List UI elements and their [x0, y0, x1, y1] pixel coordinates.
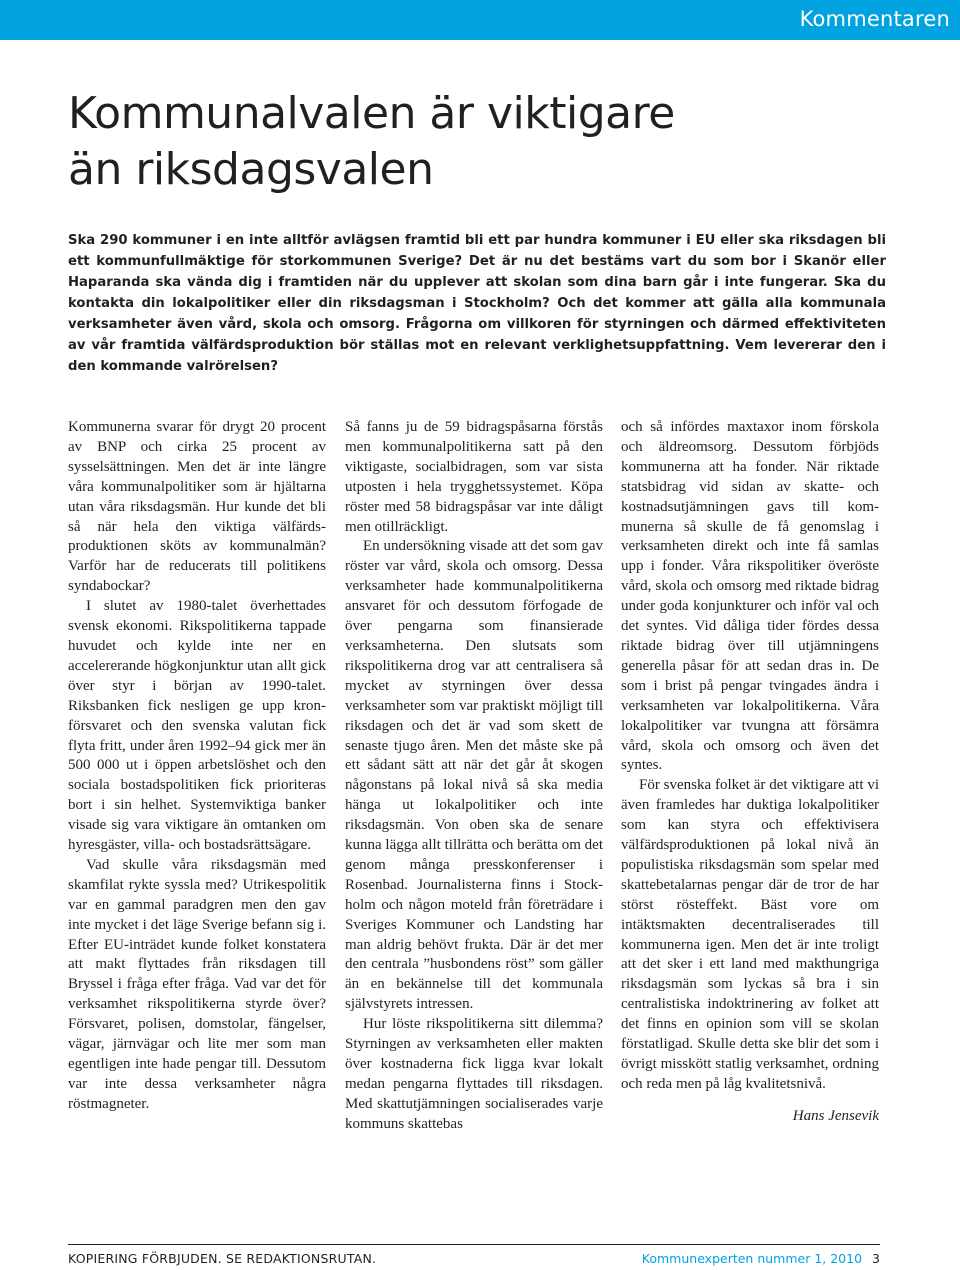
body-column-3 [621, 418, 879, 1127]
article-ingress: Ska 290 kommuner i en inte alltför avlägsen framtid bli ett par hundra kommuner i EU eller ska riksdagen bli ett kommunfullmäktige för storkommunen Sverige? Det är nu det bestäms vart du som bor i Skanör eller Haparanda ska vända dig i framtiden när du upplever att skolan som dina barn går i inte fungerar. Ska du kontakta din lokalpolitiker eller din riksdagsman i Stockholm? Och det kommer att gälla alla kommunala verksamheter även vård, skola och omsorg. Frågorna om villkoren för styrningen och därmed effektiviteten av vår framtida välfärdsproduktion bör ställas mot en relevant verklighetsuppfattning. Vem levererar den i den kommande valrörelsen? [68, 233, 886, 374]
article-title-line-1: Kommunalvalen är viktigare [68, 88, 675, 139]
footer-publication [642, 1251, 880, 1266]
page-number: 3 [872, 1251, 880, 1266]
paragraph: Vad skulle våra riksdagsmän med skamfilat rykte syssla med? Utrikespolitik var en gammal paradgren men den gav inte mycket i det läge Sverige befann sig i. Efter EU-inträdet kunde folket konstatera att makt flyttades från riksdagen till Bryssel i fråga efter fråga. Vad var det för verksamhet rikspolitikerna styrde över? Försvaret, polisen, domstolar, fängelser, vägar, järnvägar och lite mer som man egentligen inte hade pengar till. Dessutom var inte dessa verksamheter några röstmagneter. [68, 856, 326, 1112]
paragraph: Kommunerna svarar för drygt 20 procent av BNP och cirka 25 procent av sysselsättningen. Men det är inte längre våra kommunalpolitiker som är hjältarna utan våra riksdagsmän. Hur kunde det bli så när hela den viktiga välfärdsproduktionen sköts av kommunalmän? Varför har de reducerats till politikens syndabockar? [68, 419, 326, 595]
paragraph: Så fanns ju de 59 bidragspåsarna förstås men kommunalpolitikerna satt på den viktigaste, socialbidragen, som var sista utposten i hela trygghetssystemet. Köpa röster med 58 bidragspåsar var inte dåligt men otillräckligt. [345, 419, 603, 535]
section-label: Kommentaren [799, 7, 950, 31]
article-title [68, 86, 928, 198]
copyright-notice: KOPIERING FÖRBJUDEN. SE REDAKTIONSRUTAN. [68, 1251, 377, 1266]
paragraph: Hur löste rikspolitikerna sitt dilemma? Styrningen av verksamheten eller makten över kostnaderna fick ligga kvar lokalt medan pengarna flyttades till riksdagen. Med skattutjämningen socialiserades varje kommuns skattebas [345, 1016, 603, 1132]
body-column-1 [68, 418, 326, 1115]
paragraph: För svenska folket är det viktigare att vi även framledes har duktiga lokalpolitiker som kan styra och effektivisera välfärdsproduktionen på lokal nivå än populistiska riksdagsmän som spelar med skattebetalarnas pengar där de tror de har störst rösteffekt. Bäst vore om intäktsmakten decentraliserades till kommunerna igen. Men det är inte troligt att det sker i ett land med makthungriga riksdagsmän som lyckas så bra i sin centralistiska indoktrinering av folket att det finns en opinion som vill se skolan förstatligad. Skulle detta ske blir det som i övrigt misskött statlig verksamhet, ordning och reda men på låg kvalitetsnivå. [621, 777, 879, 1092]
article-title-line-2: än riksdagsvalen [68, 144, 434, 195]
footer-divider [68, 1244, 880, 1245]
body-column-2 [345, 418, 603, 1135]
magazine-issue: Kommunexperten nummer 1, 2010 [641, 1251, 863, 1266]
paragraph: En undersökning visade att det som gav röster var vård, skola och omsorg. Dessa verksamheter hade kommunalpolitikerna ansvaret för och dessutom förfogade de över pengarna som finansierade verksamheterna. Den slutsats som rikspolitikerna drog var att centralisera så mycket av styrningen över dessa verksamheter som var praktiskt möjligt till riksdagen och det är vad som skett de senaste tjugo åren. Men det måste ske på ett sådant sätt att när det går åt skogen någonstans på lokal nivå så ska media hänga ut lokalpolitiker och inte riksdagsmän. Von oben ska de senare kunna lägga allt tillrätta och berätta om det genom många presskonferenser i Rosenbad. Journalisterna finns i Stockholm och någon moteld från företrädare i Sveriges Kommuner och Landsting har man aldrig behövt frukta. Där är det mer den centrala ”husbondens röst” som gäller än en bekännelse till det kommunala självstyrets intressen. [345, 538, 603, 1013]
paragraph: I slutet av 1980-talet överhettades svensk ekonomi. Rikspolitikerna tappade huvudet och kylde inte ner en accelererande högkonjunktur utan allt gick över styr i början av 1990-talet. Riksbanken fick nesligen ge upp kronförsvaret och den svenska valutan fick flyta fritt, under åren 1992–94 gick mer än 500 000 ut i öppen arbetslöshet och den sociala bostadspolitiken fick prioriteras bort i sin helhet. Systemviktiga banker visade sig vara viktigare än omtanken om hyresgäster, villa- och bostadsrättsägare. [68, 598, 326, 854]
author-signature: Hans Jensevik [792, 1107, 879, 1124]
paragraph: och så infördes maxtaxor inom förskola och äldreomsorg. Dessutom förbjöds kommunerna att ha fonder. När riktade statsbidrag vid sidan av skatte- och kostnadsutjämningen gavs till kommunerna så skulle de få genomslag i verksamheten direkt och inte få samlas upp i fonder. Våra rikspolitiker överöste vård, skola och omsorg med riktade bidrag under goda konjunkturer och inför val och det syntes. Vid dåliga tider fördes dessa riktade bidrag över till utjämningens generella påsar för att sedan dras in. De som i brist på pengar tvingades ändra i verksamheten var lokalpolitikerna. Våra lokalpolitiker var tvungna att försämra vård, skola och omsorg och även det syntes. [621, 419, 879, 774]
section-header-bar [0, 0, 960, 40]
